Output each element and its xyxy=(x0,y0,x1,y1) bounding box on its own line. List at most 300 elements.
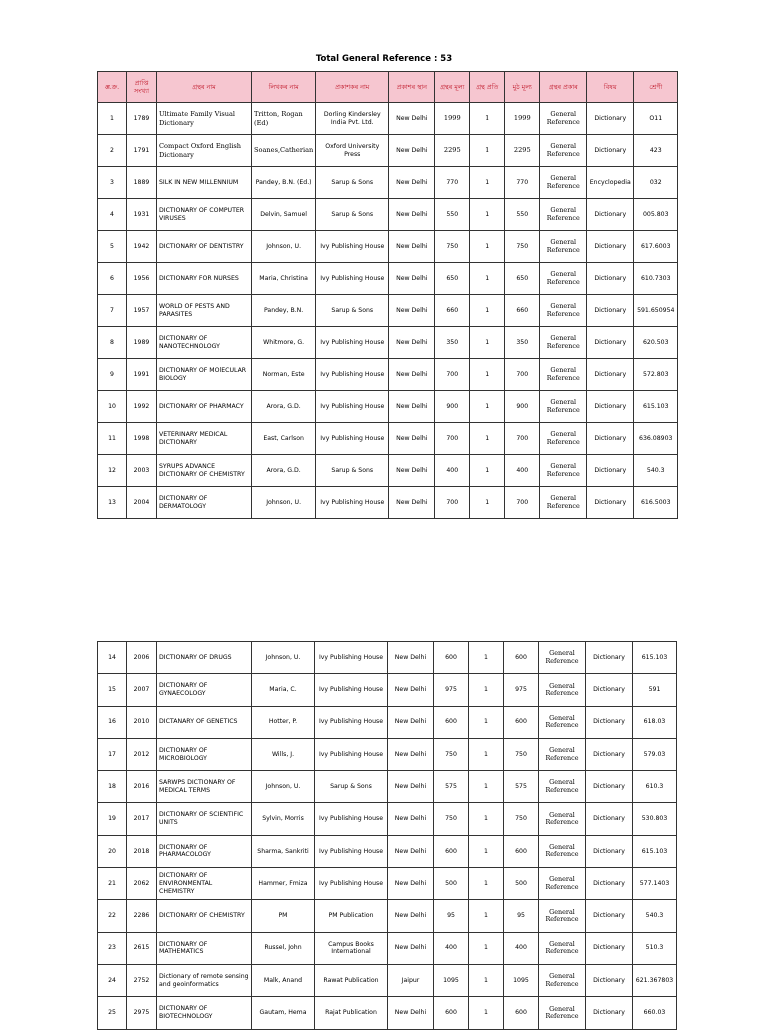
cell-class: 577.1403 xyxy=(633,868,677,900)
cell-type: General Reference xyxy=(539,932,586,964)
cell-price: 700 xyxy=(435,359,470,391)
cell-serial: 14 xyxy=(98,642,127,674)
cell-total: 600 xyxy=(504,706,539,738)
cell-accession: 2004 xyxy=(127,487,157,519)
cell-place: New Delhi xyxy=(389,199,435,231)
cell-author: Whitmore, G. xyxy=(252,327,316,359)
cell-book-name: WORLD OF PESTS AND PARASITES xyxy=(157,295,252,327)
cell-copies: 1 xyxy=(470,359,505,391)
cell-book-name: DICTANARY OF GENETICS xyxy=(157,706,252,738)
cell-place: New Delhi xyxy=(389,135,435,167)
cell-publisher: Ivy Publishing House xyxy=(315,738,388,770)
cell-type: General Reference xyxy=(540,167,587,199)
cell-place: Jaipur xyxy=(388,964,434,996)
cell-subject: Dictionary xyxy=(587,199,634,231)
cell-publisher: Ivy Publishing House xyxy=(316,263,389,295)
cell-copies: 1 xyxy=(469,997,504,1029)
cell-copies: 1 xyxy=(470,199,505,231)
cell-total: 1095 xyxy=(504,964,539,996)
cell-serial: 9 xyxy=(98,359,127,391)
cell-place: New Delhi xyxy=(388,900,434,932)
cell-publisher: Ivy Publishing House xyxy=(316,487,389,519)
cell-accession: 1992 xyxy=(127,391,157,423)
cell-publisher: Ivy Publishing House xyxy=(316,359,389,391)
cell-subject: Dictionary xyxy=(587,455,634,487)
cell-accession: 2286 xyxy=(127,900,157,932)
cell-total: 700 xyxy=(505,487,540,519)
table-row xyxy=(98,167,678,199)
cell-type: General Reference xyxy=(540,135,587,167)
cell-book-name: DICTIONARY OF GYNAECOLOGY xyxy=(157,674,252,706)
cell-serial: 16 xyxy=(98,706,127,738)
cell-book-name: DICTIONARY OF NANOTECHNOLOGY xyxy=(157,327,252,359)
cell-book-name: DICTIONARY OF BIOTECHNOLOGY xyxy=(157,997,252,1029)
cell-total: 600 xyxy=(504,835,539,867)
cell-type: General Reference xyxy=(540,103,587,135)
cell-accession: 1931 xyxy=(127,199,157,231)
table-row xyxy=(98,103,678,135)
cell-price: 650 xyxy=(435,263,470,295)
table-row xyxy=(98,706,677,738)
cell-price: 600 xyxy=(434,642,469,674)
cell-author: Johnson, U. xyxy=(252,771,315,803)
cell-price: 750 xyxy=(434,738,469,770)
cell-type: General Reference xyxy=(540,263,587,295)
cell-book-name: DICTIONARY OF MOlECULAR BIOLOGY xyxy=(157,359,252,391)
cell-price: 400 xyxy=(434,932,469,964)
header-class: শ্রেণী xyxy=(634,72,678,103)
cell-total: 400 xyxy=(505,455,540,487)
cell-copies: 1 xyxy=(469,932,504,964)
cell-class: 615.103 xyxy=(633,835,677,867)
cell-class: 540.3 xyxy=(633,900,677,932)
cell-total: 660 xyxy=(505,295,540,327)
cell-price: 750 xyxy=(435,231,470,263)
cell-publisher: Sarup & Sons xyxy=(316,455,389,487)
cell-author: Johnson, U. xyxy=(252,487,316,519)
table-header-row xyxy=(98,72,678,103)
cell-copies: 1 xyxy=(470,231,505,263)
cell-place: New Delhi xyxy=(389,423,435,455)
cell-total: 400 xyxy=(504,932,539,964)
cell-type: General Reference xyxy=(539,706,586,738)
cell-copies: 1 xyxy=(469,835,504,867)
table-row xyxy=(98,642,677,674)
cell-copies: 1 xyxy=(469,900,504,932)
cell-total: 700 xyxy=(505,359,540,391)
cell-publisher: Sarup & Sons xyxy=(316,295,389,327)
cell-publisher: Rajat Publication xyxy=(315,997,388,1029)
cell-author: Pandey, B.N. xyxy=(252,295,316,327)
cell-subject: Dictionary xyxy=(586,771,633,803)
cell-place: New Delhi xyxy=(388,932,434,964)
cell-price: 660 xyxy=(435,295,470,327)
cell-book-name: Dictionary of remote sensing and geoinformatics xyxy=(157,964,252,996)
cell-price: 95 xyxy=(434,900,469,932)
cell-copies: 1 xyxy=(469,868,504,900)
table-row xyxy=(98,738,677,770)
cell-place: New Delhi xyxy=(389,167,435,199)
cell-type: General Reference xyxy=(540,423,587,455)
cell-author: Gautam, Hema xyxy=(252,997,315,1029)
table-row xyxy=(98,803,677,835)
cell-subject: Dictionary xyxy=(587,135,634,167)
cell-price: 575 xyxy=(434,771,469,803)
cell-subject: Dictionary xyxy=(587,327,634,359)
cell-type: General Reference xyxy=(539,642,586,674)
cell-accession: 2975 xyxy=(127,997,157,1029)
cell-class: 579.03 xyxy=(633,738,677,770)
cell-book-name: DICTIONARY OF DENTISTRY xyxy=(157,231,252,263)
cell-author: Delvin, Samuel xyxy=(252,199,316,231)
cell-author: Tritton, Rogan (Ed) xyxy=(252,103,316,135)
cell-price: 350 xyxy=(435,327,470,359)
cell-serial: 19 xyxy=(98,803,127,835)
cell-total: 900 xyxy=(505,391,540,423)
cell-serial: 12 xyxy=(98,455,127,487)
cell-price: 750 xyxy=(434,803,469,835)
cell-publisher: Sarup & Sons xyxy=(316,167,389,199)
header-subject: বিষয় xyxy=(587,72,634,103)
cell-total: 750 xyxy=(504,738,539,770)
cell-serial: 2 xyxy=(98,135,127,167)
cell-type: General Reference xyxy=(540,487,587,519)
cell-place: New Delhi xyxy=(389,231,435,263)
cell-publisher: Ivy Publishing House xyxy=(316,327,389,359)
cell-accession: 1791 xyxy=(127,135,157,167)
header-copies: গ্ৰন্থ প্ৰতি xyxy=(470,72,505,103)
cell-subject: Dictionary xyxy=(587,391,634,423)
cell-place: New Delhi xyxy=(388,738,434,770)
cell-accession: 1889 xyxy=(127,167,157,199)
cell-book-name: DICTIONARY OF DERMATOLOGY xyxy=(157,487,252,519)
cell-total: 700 xyxy=(505,423,540,455)
cell-total: 550 xyxy=(505,199,540,231)
cell-author: Hotter, P. xyxy=(252,706,315,738)
cell-author: Sharma, Sankriti xyxy=(252,835,315,867)
cell-accession: 2007 xyxy=(127,674,157,706)
header-type: গ্ৰন্থৰ প্ৰকাৰ xyxy=(540,72,587,103)
cell-author: Pandey, B.N. (Ed.) xyxy=(252,167,316,199)
cell-subject: Dictionary xyxy=(587,423,634,455)
cell-type: General Reference xyxy=(539,674,586,706)
cell-author: Arora, G.D. xyxy=(252,455,316,487)
cell-serial: 15 xyxy=(98,674,127,706)
cell-total: 95 xyxy=(504,900,539,932)
table-row xyxy=(98,391,678,423)
cell-publisher: Ivy Publishing House xyxy=(315,868,388,900)
cell-type: General Reference xyxy=(539,868,586,900)
cell-subject: Dictionary xyxy=(587,103,634,135)
cell-total: 600 xyxy=(504,642,539,674)
table-row xyxy=(98,997,677,1029)
cell-total: 770 xyxy=(505,167,540,199)
cell-copies: 1 xyxy=(470,135,505,167)
table-row xyxy=(98,295,678,327)
cell-copies: 1 xyxy=(470,423,505,455)
cell-copies: 1 xyxy=(470,327,505,359)
cell-copies: 1 xyxy=(469,964,504,996)
cell-class: 591 xyxy=(633,674,677,706)
cell-publisher: Ivy Publishing House xyxy=(315,706,388,738)
cell-total: 575 xyxy=(504,771,539,803)
cell-accession: 2010 xyxy=(127,706,157,738)
cell-total: 650 xyxy=(505,263,540,295)
cell-author: Johnson, U. xyxy=(252,231,316,263)
cell-class: 660.03 xyxy=(633,997,677,1029)
cell-subject: Dictionary xyxy=(587,263,634,295)
cell-accession: 1989 xyxy=(127,327,157,359)
cell-subject: Dictionary xyxy=(587,487,634,519)
cell-place: New Delhi xyxy=(389,103,435,135)
header-place: প্ৰকাশৰ স্থান xyxy=(389,72,435,103)
header-accession: প্রাপ্তি সংখ্যা xyxy=(127,72,157,103)
cell-publisher: Sarup & Sons xyxy=(316,199,389,231)
cell-publisher: Ivy Publishing House xyxy=(316,423,389,455)
cell-total: 500 xyxy=(504,868,539,900)
cell-serial: 1 xyxy=(98,103,127,135)
cell-book-name: DICTIONARY OF PHARMACY xyxy=(157,391,252,423)
cell-type: General Reference xyxy=(539,997,586,1029)
cell-total: 2295 xyxy=(505,135,540,167)
cell-author: Soanes,Catherian xyxy=(252,135,316,167)
cell-serial: 18 xyxy=(98,771,127,803)
cell-accession: 1998 xyxy=(127,423,157,455)
cell-book-name: SYRUPS ADVANCE DICTIONARY OF CHEMISTRY xyxy=(157,455,252,487)
cell-type: General Reference xyxy=(539,771,586,803)
cell-book-name: DICTIONARY OF PHARMACOLOGY xyxy=(157,835,252,867)
cell-book-name: DICTIONARY OF MATHEMATICS xyxy=(157,932,252,964)
table-row xyxy=(98,263,678,295)
cell-type: General Reference xyxy=(540,199,587,231)
cell-type: General Reference xyxy=(539,803,586,835)
cell-serial: 23 xyxy=(98,932,127,964)
cell-subject: Encyclopedia xyxy=(587,167,634,199)
cell-serial: 25 xyxy=(98,997,127,1029)
header-price: গ্ৰন্থৰ মূল্য xyxy=(435,72,470,103)
cell-place: New Delhi xyxy=(388,868,434,900)
cell-accession: 1991 xyxy=(127,359,157,391)
cell-book-name: DICTIONARY OF MICROBIOLOGY xyxy=(157,738,252,770)
cell-place: New Delhi xyxy=(389,359,435,391)
cell-class: 610.3 xyxy=(633,771,677,803)
cell-place: New Delhi xyxy=(388,997,434,1029)
table-row xyxy=(98,231,678,263)
cell-publisher: PM Publication xyxy=(315,900,388,932)
cell-serial: 24 xyxy=(98,964,127,996)
table-row xyxy=(98,135,678,167)
cell-type: General Reference xyxy=(540,295,587,327)
cell-author: Hammer, Fmiza xyxy=(252,868,315,900)
cell-price: 500 xyxy=(434,868,469,900)
cell-place: New Delhi xyxy=(389,295,435,327)
table-row xyxy=(98,835,677,867)
cell-place: New Delhi xyxy=(388,706,434,738)
cell-type: General Reference xyxy=(540,391,587,423)
cell-subject: Dictionary xyxy=(586,674,633,706)
cell-place: New Delhi xyxy=(388,674,434,706)
cell-book-name: DICTIONARY OF DRUGS xyxy=(157,642,252,674)
cell-serial: 5 xyxy=(98,231,127,263)
cell-price: 700 xyxy=(435,487,470,519)
table-row xyxy=(98,423,678,455)
cell-accession: 1956 xyxy=(127,263,157,295)
cell-accession: 1957 xyxy=(127,295,157,327)
cell-place: New Delhi xyxy=(388,642,434,674)
cell-serial: 3 xyxy=(98,167,127,199)
cell-subject: Dictionary xyxy=(587,359,634,391)
table-row xyxy=(98,199,678,231)
cell-accession: 2615 xyxy=(127,932,157,964)
cell-place: New Delhi xyxy=(388,803,434,835)
cell-serial: 20 xyxy=(98,835,127,867)
header-total: মুঠ মূল্য xyxy=(505,72,540,103)
cell-subject: Dictionary xyxy=(586,642,633,674)
cell-copies: 1 xyxy=(470,263,505,295)
cell-class: 032 xyxy=(634,167,678,199)
cell-book-name: DICTIONARY OF SCIENTIFIC UNITS xyxy=(157,803,252,835)
cell-copies: 1 xyxy=(470,167,505,199)
cell-class: 510.3 xyxy=(633,932,677,964)
cell-price: 1999 xyxy=(435,103,470,135)
cell-type: General Reference xyxy=(540,231,587,263)
cell-class: 616.5003 xyxy=(634,487,678,519)
cell-copies: 1 xyxy=(469,738,504,770)
cell-place: New Delhi xyxy=(389,455,435,487)
cell-place: New Delhi xyxy=(389,487,435,519)
cell-serial: 22 xyxy=(98,900,127,932)
cell-accession: 2012 xyxy=(127,738,157,770)
cell-price: 600 xyxy=(434,706,469,738)
table-row xyxy=(98,455,678,487)
cell-copies: 1 xyxy=(469,803,504,835)
cell-publisher: Ivy Publishing House xyxy=(315,642,388,674)
cell-book-name: Ultimate Family Visual Dictionary xyxy=(157,103,252,135)
cell-price: 770 xyxy=(435,167,470,199)
cell-copies: 1 xyxy=(469,706,504,738)
cell-total: 750 xyxy=(505,231,540,263)
cell-total: 350 xyxy=(505,327,540,359)
cell-publisher: Sarup & Sons xyxy=(315,771,388,803)
cell-book-name: Compact Oxford English Dictionary xyxy=(157,135,252,167)
cell-publisher: Ivy Publishing House xyxy=(315,803,388,835)
cell-price: 975 xyxy=(434,674,469,706)
cell-accession: 2018 xyxy=(127,835,157,867)
cell-price: 2295 xyxy=(435,135,470,167)
cell-subject: Dictionary xyxy=(586,868,633,900)
table-row xyxy=(98,359,678,391)
cell-serial: 13 xyxy=(98,487,127,519)
cell-class: 610.7303 xyxy=(634,263,678,295)
cell-book-name: VETERINARY MEDICAL DICTIONARY xyxy=(157,423,252,455)
cell-serial: 11 xyxy=(98,423,127,455)
cell-price: 900 xyxy=(435,391,470,423)
cell-copies: 1 xyxy=(469,642,504,674)
cell-copies: 1 xyxy=(470,295,505,327)
table-row xyxy=(98,487,678,519)
cell-serial: 10 xyxy=(98,391,127,423)
cell-accession: 2062 xyxy=(127,868,157,900)
cell-subject: Dictionary xyxy=(586,932,633,964)
cell-class: 620.503 xyxy=(634,327,678,359)
cell-subject: Dictionary xyxy=(587,295,634,327)
cell-subject: Dictionary xyxy=(586,900,633,932)
cell-price: 700 xyxy=(435,423,470,455)
cell-price: 1095 xyxy=(434,964,469,996)
cell-price: 600 xyxy=(434,835,469,867)
cell-copies: 1 xyxy=(470,455,505,487)
cell-serial: 21 xyxy=(98,868,127,900)
cell-price: 400 xyxy=(435,455,470,487)
cell-class: 617.6003 xyxy=(634,231,678,263)
cell-author: Malk, Anand xyxy=(252,964,315,996)
cell-serial: 7 xyxy=(98,295,127,327)
cell-book-name: DICTIONARY FOR NURSES xyxy=(157,263,252,295)
cell-accession: 2017 xyxy=(127,803,157,835)
cell-class: 636.08903 xyxy=(634,423,678,455)
cell-subject: Dictionary xyxy=(586,835,633,867)
cell-class: 423 xyxy=(634,135,678,167)
cell-author: Arora, G.D. xyxy=(252,391,316,423)
cell-author: Wills, J. xyxy=(252,738,315,770)
header-publisher: প্ৰকাশকৰ নাম xyxy=(316,72,389,103)
cell-class: 621.367803 xyxy=(633,964,677,996)
cell-subject: Dictionary xyxy=(586,964,633,996)
cell-place: New Delhi xyxy=(389,263,435,295)
cell-class: 005.803 xyxy=(634,199,678,231)
header-author: লিখকৰ নাম xyxy=(252,72,316,103)
table-row xyxy=(98,771,677,803)
cell-subject: Dictionary xyxy=(587,231,634,263)
cell-subject: Dictionary xyxy=(586,738,633,770)
cell-publisher: Oxford University Press xyxy=(316,135,389,167)
table-row xyxy=(98,868,677,900)
table-row xyxy=(98,327,678,359)
cell-copies: 1 xyxy=(469,771,504,803)
cell-class: O11 xyxy=(634,103,678,135)
cell-total: 975 xyxy=(504,674,539,706)
cell-place: New Delhi xyxy=(388,835,434,867)
reference-table-part-2 xyxy=(97,641,677,1030)
cell-accession: 2752 xyxy=(127,964,157,996)
cell-place: New Delhi xyxy=(388,771,434,803)
cell-total: 750 xyxy=(504,803,539,835)
cell-subject: Dictionary xyxy=(586,997,633,1029)
cell-price: 600 xyxy=(434,997,469,1029)
cell-total: 1999 xyxy=(505,103,540,135)
cell-book-name: DICTIONARY OF COMPUTER VIRUSES xyxy=(157,199,252,231)
cell-publisher: Campus Books International xyxy=(315,932,388,964)
cell-author: East, Carlson xyxy=(252,423,316,455)
cell-serial: 8 xyxy=(98,327,127,359)
cell-publisher: Ivy Publishing House xyxy=(316,231,389,263)
table-row xyxy=(98,932,677,964)
cell-type: General Reference xyxy=(540,455,587,487)
cell-type: General Reference xyxy=(539,738,586,770)
cell-accession: 2003 xyxy=(127,455,157,487)
cell-class: 540.3 xyxy=(634,455,678,487)
cell-publisher: Ivy Publishing House xyxy=(316,391,389,423)
page-title: Total General Reference : 53 xyxy=(315,54,453,64)
table-row xyxy=(98,900,677,932)
cell-place: New Delhi xyxy=(389,327,435,359)
cell-type: General Reference xyxy=(540,327,587,359)
cell-subject: Dictionary xyxy=(586,803,633,835)
cell-copies: 1 xyxy=(469,674,504,706)
cell-serial: 4 xyxy=(98,199,127,231)
cell-publisher: Ivy Publishing House xyxy=(315,835,388,867)
header-book-name: গ্ৰন্থৰ নাম xyxy=(157,72,252,103)
